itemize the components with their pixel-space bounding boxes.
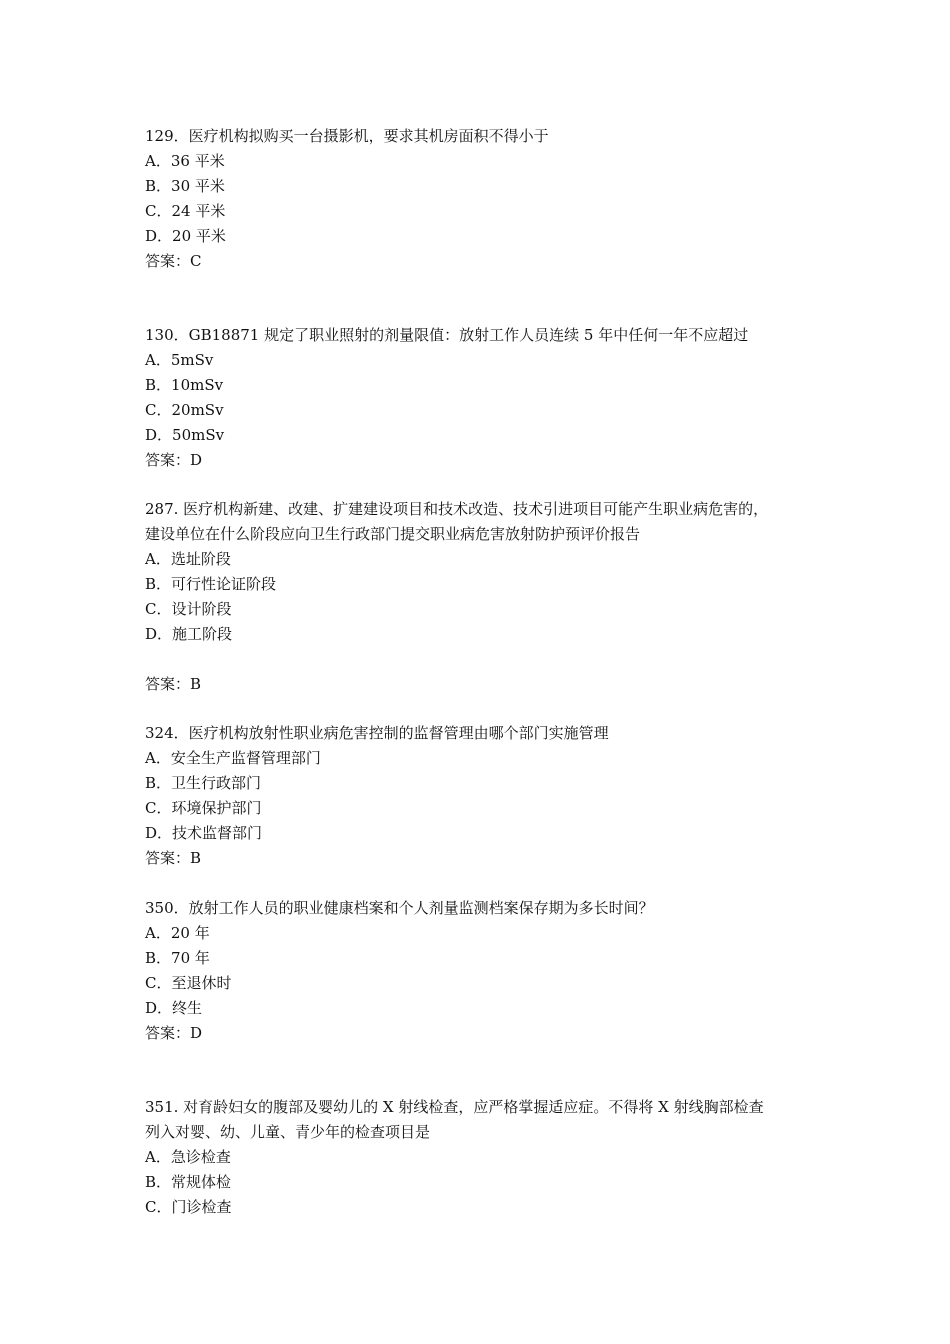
option-c: C．门诊检查: [145, 1198, 232, 1216]
question-stem: 130．GB18871 规定了职业照射的剂量限值：放射工作人员连续 5 年中任何一年不应超过: [145, 326, 749, 344]
option-b: B．70 年: [145, 949, 210, 967]
option-c: C．24 平米: [145, 202, 226, 220]
question-stem-continued: 建设单位在什么阶段应向卫生行政部门提交职业病危害放射防护预评价报告: [145, 525, 641, 543]
option-b: B．可行性论证阶段: [145, 575, 277, 593]
option-d: D．施工阶段: [145, 625, 233, 643]
option-b: B．卫生行政部门: [145, 774, 262, 792]
option-c: C．20mSv: [145, 401, 224, 419]
option-a: A．20 年: [145, 924, 210, 942]
option-b: B．10mSv: [145, 376, 224, 394]
option-b: B．30 平米: [145, 177, 225, 195]
option-a: A．安全生产监督管理部门: [145, 749, 321, 767]
option-d: D．终生: [145, 999, 203, 1017]
option-c: C．环境保护部门: [145, 799, 262, 817]
option-d: D．技术监督部门: [145, 824, 263, 842]
answer: 答案：B: [145, 675, 202, 693]
option-c: C．至退休时: [145, 974, 232, 992]
question-stem: 129．医疗机构拟购买一台摄影机，要求其机房面积不得小于: [145, 127, 549, 145]
option-a: A．5mSv: [145, 351, 214, 369]
option-b: B．常规体检: [145, 1173, 232, 1191]
answer: 答案：C: [145, 252, 202, 270]
answer: 答案：D: [145, 451, 203, 469]
question-stem: 350．放射工作人员的职业健康档案和个人剂量监测档案保存期为多长时间？: [145, 899, 654, 917]
question-stem-continued: 列入对婴、幼、儿童、青少年的检查项目是: [145, 1123, 431, 1141]
answer: 答案：D: [145, 1024, 203, 1042]
answer: 答案：B: [145, 849, 202, 867]
option-d: D．20 平米: [145, 227, 226, 245]
question-stem: 324．医疗机构放射性职业病危害控制的监督管理由哪个部门实施管理: [145, 724, 609, 742]
option-c: C．设计阶段: [145, 600, 232, 618]
option-d: D．50mSv: [145, 426, 225, 444]
option-a: A．36 平米: [145, 152, 225, 170]
question-stem: 287. 医疗机构新建、改建、扩建建设项目和技术改造、技术引进项目可能产生职业病危害的，: [145, 500, 769, 518]
option-a: A．急诊检查: [145, 1148, 231, 1166]
option-a: A．选址阶段: [145, 550, 231, 568]
question-stem: 351. 对育龄妇女的腹部及婴幼儿的 X 射线检查，应严格掌握适应症。不得将 X 射线胸部检查: [145, 1098, 764, 1116]
